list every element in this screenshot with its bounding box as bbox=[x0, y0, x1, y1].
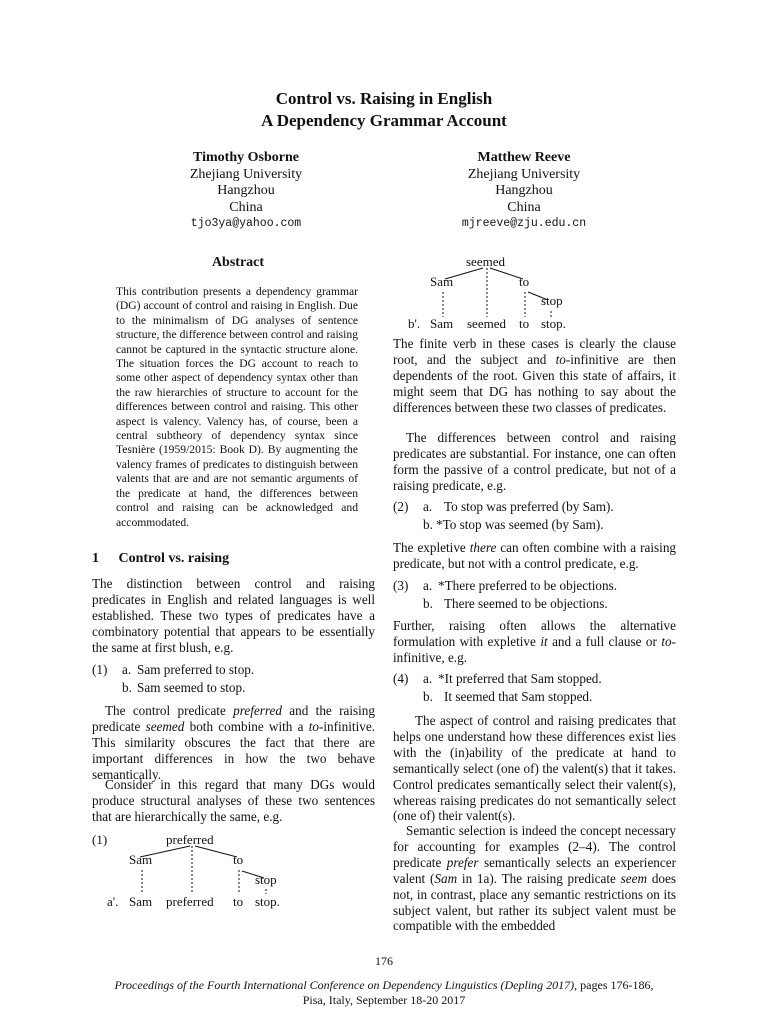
author-email: tjo3ya@yahoo.com bbox=[190, 217, 302, 230]
tree-word: preferred bbox=[166, 894, 214, 909]
footer-venue: Proceedings of the Fourth International Conference on Dependency Linguistics (Depling 2017) bbox=[114, 978, 575, 992]
dependency-tree-b bbox=[393, 254, 676, 334]
example-number: (1) bbox=[92, 662, 108, 677]
example-number: (4) bbox=[393, 671, 409, 686]
tree-node-subject: Sam bbox=[430, 274, 454, 289]
tree-node-root: preferred bbox=[166, 832, 214, 847]
example-text: There seemed to be objections. bbox=[444, 596, 608, 611]
example-number: (1) bbox=[92, 832, 108, 847]
abstract-text: This contribution presents a dependency grammar (DG) account of control and raising in English. Due to the minimalism of DG analyses of sentence structure, the difference between control and raising cannot be captured in the syntactic structure alone. The situation forces the DG account to reach to some other aspect of dependency syntax other than the raw hierarchies of structure to account for the differences between control and raising. This other aspect is valency. Valency has, of course, been a central subtheory of dependency syntax since Tesnière (1959/2015: Book D). By augmenting the valency frames of predicates to distinguish between valents that are and are not semantic arguments of the predicate at hand, the differences between control and raising can be acknowledged and accommodated. bbox=[116, 285, 358, 529]
paragraph: The expletive there can often combine with a raising predicate, but not with a control predicate, e.g. bbox=[393, 540, 677, 571]
author-affiliation: Zhejiang University bbox=[189, 166, 303, 182]
footer-location: Pisa, Italy, September 18-20 2017 bbox=[302, 992, 466, 1007]
tree-word: to bbox=[233, 894, 244, 909]
example-label: a. bbox=[122, 662, 132, 677]
tree-node-root: seemed bbox=[466, 254, 505, 269]
example-label: a. bbox=[423, 671, 433, 686]
example-text: It seemed that Sam stopped. bbox=[444, 689, 593, 704]
paragraph: The control predicate preferred and the raising predicate seemed both combine with a to-infinitive. This similarity obscures the fact that there are important differences in how the two behave semantically. bbox=[92, 703, 375, 782]
paper-title-line-1: Control vs. Raising in English bbox=[275, 89, 493, 108]
paragraph: Consider in this regard that many DGs would produce structural analyses of these two sentences that are hierarchically the same, e.g. bbox=[92, 777, 375, 824]
author-email: mjreeve@zju.edu.cn bbox=[461, 217, 587, 230]
paragraph: Further, raising often allows the alternative formulation with expletive it and a full clause or to-infinitive, e.g. bbox=[393, 618, 676, 665]
example-label: b. bbox=[423, 689, 433, 704]
tree-node-to: to bbox=[233, 852, 244, 867]
tree-word: seemed bbox=[467, 316, 506, 331]
paragraph: The aspect of control and raising predicates that helps one understand how these differences exist lies with the (in)ability of the predicate at hand to semantically select (one of) the valent(s) that it takes. Control predicates semantically select their valent(s), whereas raising predicates do not semantically select (one of) their valent(s). bbox=[393, 713, 676, 824]
author-name: Matthew Reeve bbox=[477, 150, 571, 165]
author-block-2 bbox=[424, 150, 624, 233]
example-label: a. bbox=[423, 499, 433, 514]
tree-word: stop. bbox=[541, 316, 566, 331]
example-1 bbox=[92, 662, 375, 696]
tree-node-subject: Sam bbox=[129, 852, 153, 867]
example-label: b. bbox=[423, 596, 433, 611]
author-country: China bbox=[507, 199, 541, 215]
example-text: *There preferred to be objections. bbox=[438, 578, 618, 593]
example-label: b. bbox=[423, 517, 433, 532]
example-text: Sam preferred to stop. bbox=[137, 662, 255, 677]
example-2 bbox=[393, 499, 676, 533]
author-city: Hangzhou bbox=[217, 183, 275, 198]
author-affiliation: Zhejiang University bbox=[467, 166, 581, 182]
paragraph: The differences between control and raising predicates are substantial. For instance, one can often form the passive of a control predicate, but not of a raising predicate, e.g. bbox=[393, 430, 676, 493]
tree-node-stop: stop bbox=[541, 293, 563, 308]
tree-label: b'. bbox=[408, 316, 421, 331]
author-name: Timothy Osborne bbox=[193, 150, 299, 165]
tree-node-stop: stop bbox=[255, 872, 277, 887]
example-4 bbox=[393, 671, 676, 705]
author-city: Hangzhou bbox=[495, 183, 553, 198]
example-text: *To stop was seemed (by Sam). bbox=[436, 517, 604, 532]
abstract-heading: Abstract bbox=[211, 255, 265, 270]
tree-node-to: to bbox=[519, 274, 530, 289]
example-label: b. bbox=[122, 680, 132, 695]
example-label: a. bbox=[423, 578, 433, 593]
section-title: Control vs. raising bbox=[118, 551, 230, 566]
tree-word: Sam bbox=[129, 894, 153, 909]
example-number: (2) bbox=[393, 499, 409, 514]
section-number: 1 bbox=[92, 551, 99, 566]
author-country: China bbox=[229, 199, 263, 215]
footer-pages: , pages 176-186, bbox=[574, 978, 654, 992]
author-block-1 bbox=[146, 150, 346, 233]
example-number: (3) bbox=[393, 578, 409, 593]
section-heading bbox=[92, 551, 229, 567]
tree-word: stop. bbox=[255, 894, 280, 909]
paragraph: The finite verb in these cases is clearly the clause root, and the subject and to-infinitive are then dependents of the root. Given this state of affairs, it might seem that DG has nothing to say about the differences between these two classes of predicates. bbox=[393, 336, 676, 415]
footer-line-1 bbox=[0, 978, 768, 993]
example-3 bbox=[393, 578, 676, 612]
paragraph: Semantic selection is indeed the concept necessary for accounting for examples (2–4). The control predicate prefer semantically selects an experiencer valent (Sam in 1a). The raising predicate seem does not, in contrast, place any semantic restrictions on its subject valent, but rather its subject valent must be compatible with the embedded bbox=[393, 823, 676, 934]
footer bbox=[0, 978, 768, 1007]
example-text: *It preferred that Sam stopped. bbox=[438, 671, 602, 686]
tree-word: to bbox=[519, 316, 530, 331]
paper-title-line-2: A Dependency Grammar Account bbox=[261, 111, 507, 130]
tree-label: a'. bbox=[107, 894, 119, 909]
page-number: 176 bbox=[375, 954, 393, 968]
dependency-tree-a bbox=[92, 832, 375, 912]
tree-word: Sam bbox=[430, 316, 454, 331]
example-text: Sam seemed to stop. bbox=[137, 680, 246, 695]
example-text: To stop was preferred (by Sam). bbox=[444, 499, 614, 514]
paragraph: The distinction between control and raising predicates in English and related languages is well established. These two types of predicates have a combinatory potential that appears to be essentially the same at first blush, e.g. bbox=[92, 576, 375, 655]
